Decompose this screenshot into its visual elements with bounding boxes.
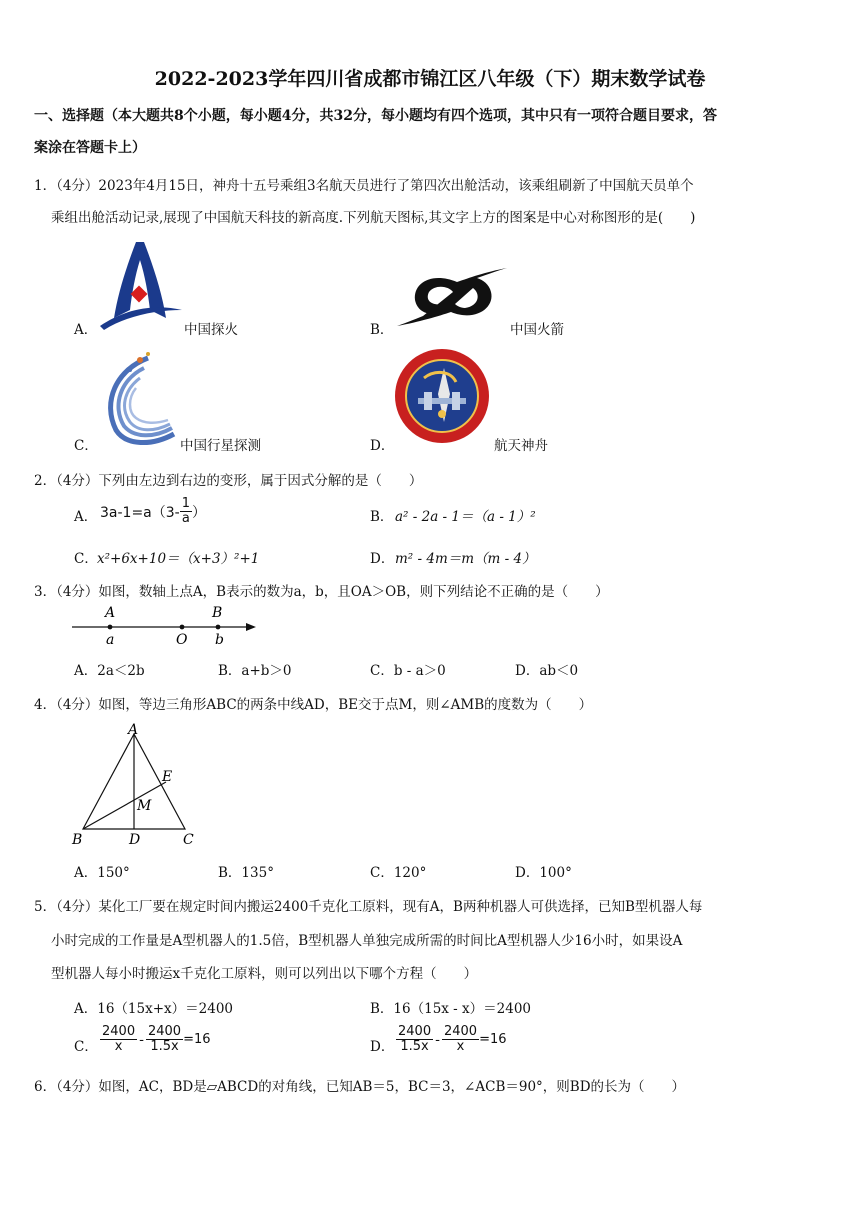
q5-option-c-letter: C． <box>74 1039 98 1055</box>
rocket-logo-icon <box>395 264 511 330</box>
q1-stem-line2: 乘组出舱活动记录,展现了中国航天科技的新高度.下列航天图标,其文字上方的图案是中心对称图形的是( ) <box>51 210 696 226</box>
q2-option-a-left: 3a-1=a（3- <box>100 504 180 521</box>
q2-option-a-fraction <box>180 497 192 526</box>
q5-option-d-fraction-2 <box>442 1025 479 1054</box>
shenzhou-mission-patch-icon <box>394 348 490 444</box>
q3-point-a-label: A <box>105 605 116 621</box>
q5-option-d-letter: D． <box>370 1039 395 1055</box>
q1-option-a-letter: A． <box>74 322 98 338</box>
q2-option-b-text: a² - 2a - 1＝（a - 1）² <box>395 509 536 525</box>
q3-option-d: D．ab＜0 <box>515 663 579 679</box>
q2-option-d-letter: D． <box>370 551 395 567</box>
mars-exploration-logo-icon <box>96 238 186 334</box>
q5-stem-line3: 型机器人每小时搬运x千克化工原料，则可以列出以下哪个方程（ ） <box>51 966 478 982</box>
q1-option-d-letter: D． <box>370 438 395 454</box>
q1-option-c-caption: 中国行星探测 <box>180 438 261 454</box>
q5-option-d-equation: $\frac{2400}{1.5x}$ - $\frac{2400}{x}$ =16 <box>398 1024 507 1054</box>
q2-option-a-denominator: a <box>181 511 190 526</box>
q4-point-e: E <box>162 769 173 785</box>
q4-point-d: D <box>129 832 141 848</box>
section-header-line1: 一、选择题（本大题共8个小题，每小题4分，共32分，每小题均有四个选项，其中只有一项符合题目要求，答 <box>34 108 717 124</box>
q6-stem: 6．（4分）如图，AC，BD是▱ABCD的对角线，已知AB＝5，BC＝3，∠ACB＝90°，则BD的长为（ ） <box>34 1079 686 1095</box>
q3-option-c: C．b - a＞0 <box>370 663 446 679</box>
q3-number-line-figure <box>70 603 270 649</box>
q2-option-d-text: m² - 4m＝m（m - 4） <box>395 551 536 567</box>
q4-option-a: A．150° <box>74 865 130 881</box>
q4-stem: 4．（4分）如图，等边三角形ABC的两条中线AD，BE交于点M，则∠AMB的度数为（ ） <box>34 697 593 713</box>
q1-option-a-caption: 中国探火 <box>184 322 238 338</box>
q4-vertex-a: A <box>128 722 139 738</box>
q5-option-c-equation: $\frac{2400}{x}$ - $\frac{2400}{1.5x}$ =16 <box>102 1024 211 1054</box>
q2-stem: 2．（4分）下列由左边到右边的变形，属于因式分解的是（ ） <box>34 473 423 489</box>
q4-vertex-b: B <box>72 832 83 848</box>
q3-option-a: A．2a＜2b <box>74 663 145 679</box>
q3-origin-label: O <box>176 632 188 648</box>
q4-vertex-c: C <box>183 832 194 848</box>
q5-option-d-num2: 2400 <box>443 1024 478 1039</box>
q5-option-c-num2: 2400 <box>147 1024 182 1039</box>
q1-option-b-caption: 中国火箭 <box>510 322 564 338</box>
q1-option-d-caption: 航天神舟 <box>494 438 548 454</box>
q1-option-b-letter: B． <box>370 322 394 338</box>
q5-option-c-num1: 2400 <box>102 1024 136 1039</box>
q4-option-b: B．135° <box>218 865 274 881</box>
q4-triangle-figure <box>70 720 200 850</box>
q5-option-c-den1: x <box>114 1039 123 1054</box>
q3-value-a-label: a <box>106 632 115 648</box>
q5-option-c-rhs: =16 <box>183 1032 211 1047</box>
q5-option-c-den2: 1.5x <box>150 1039 179 1054</box>
q4-option-c: C．120° <box>370 865 427 881</box>
q2-option-b-letter: B． <box>370 509 394 525</box>
q5-option-b: B．16（15x - x）＝2400 <box>370 1001 532 1017</box>
q1-option-c-letter: C． <box>74 438 98 454</box>
q5-option-d-fraction-1 <box>396 1025 433 1054</box>
q5-option-d-rhs: =16 <box>479 1032 507 1047</box>
q4-point-m: M <box>137 798 152 814</box>
q5-option-c-fraction-2 <box>146 1025 183 1054</box>
q1-stem-line1: 1．（4分）2023年4月15日，神舟十五号乘组3名航天员进行了第四次出舱活动，该乘组刷新了中国航天员单个 <box>34 178 694 194</box>
q3-value-b-label: b <box>215 632 224 648</box>
q2-option-a-letter: A． <box>74 509 98 525</box>
page-title: 2022-2023学年四川省成都市锦江区八年级（下）期末数学试卷 <box>154 68 706 90</box>
section-header-line2: 案涂在答题卡上） <box>34 140 146 156</box>
q5-option-c-fraction-1 <box>100 1025 137 1054</box>
q3-option-b: B．a+b＞0 <box>218 663 292 679</box>
q5-option-d-num1: 2400 <box>398 1024 432 1039</box>
planetary-exploration-logo-icon <box>96 350 180 450</box>
q5-option-d-den2: x <box>456 1039 465 1054</box>
q4-option-d: D．100° <box>515 865 572 881</box>
q2-option-a-expression <box>100 497 206 526</box>
q2-option-a-numerator: 1 <box>181 496 190 511</box>
q3-point-b-label: B <box>212 605 223 621</box>
q5-option-d-den1: 1.5x <box>400 1039 429 1054</box>
q5-stem-line2: 小时完成的工作量是A型机器人的1.5倍，B型机器人单独完成所需的时间比A型机器人少16小时，如果设A <box>51 933 683 949</box>
q2-option-c-letter: C． <box>74 551 98 567</box>
q2-option-a-right: ） <box>192 504 206 521</box>
q2-option-c-text: x²+6x+10＝（x+3）²+1 <box>97 551 260 567</box>
q3-stem: 3．（4分）如图，数轴上点A，B表示的数为a，b，且OA＞OB，则下列结论不正确的是（ ） <box>34 584 609 600</box>
q5-stem-line1: 5．（4分）某化工厂要在规定时间内搬运2400千克化工原料，现有A，B两种机器人可供选择，已知B型机器人每 <box>34 899 703 915</box>
q5-option-a: A．16（15x+x）＝2400 <box>74 1001 234 1017</box>
